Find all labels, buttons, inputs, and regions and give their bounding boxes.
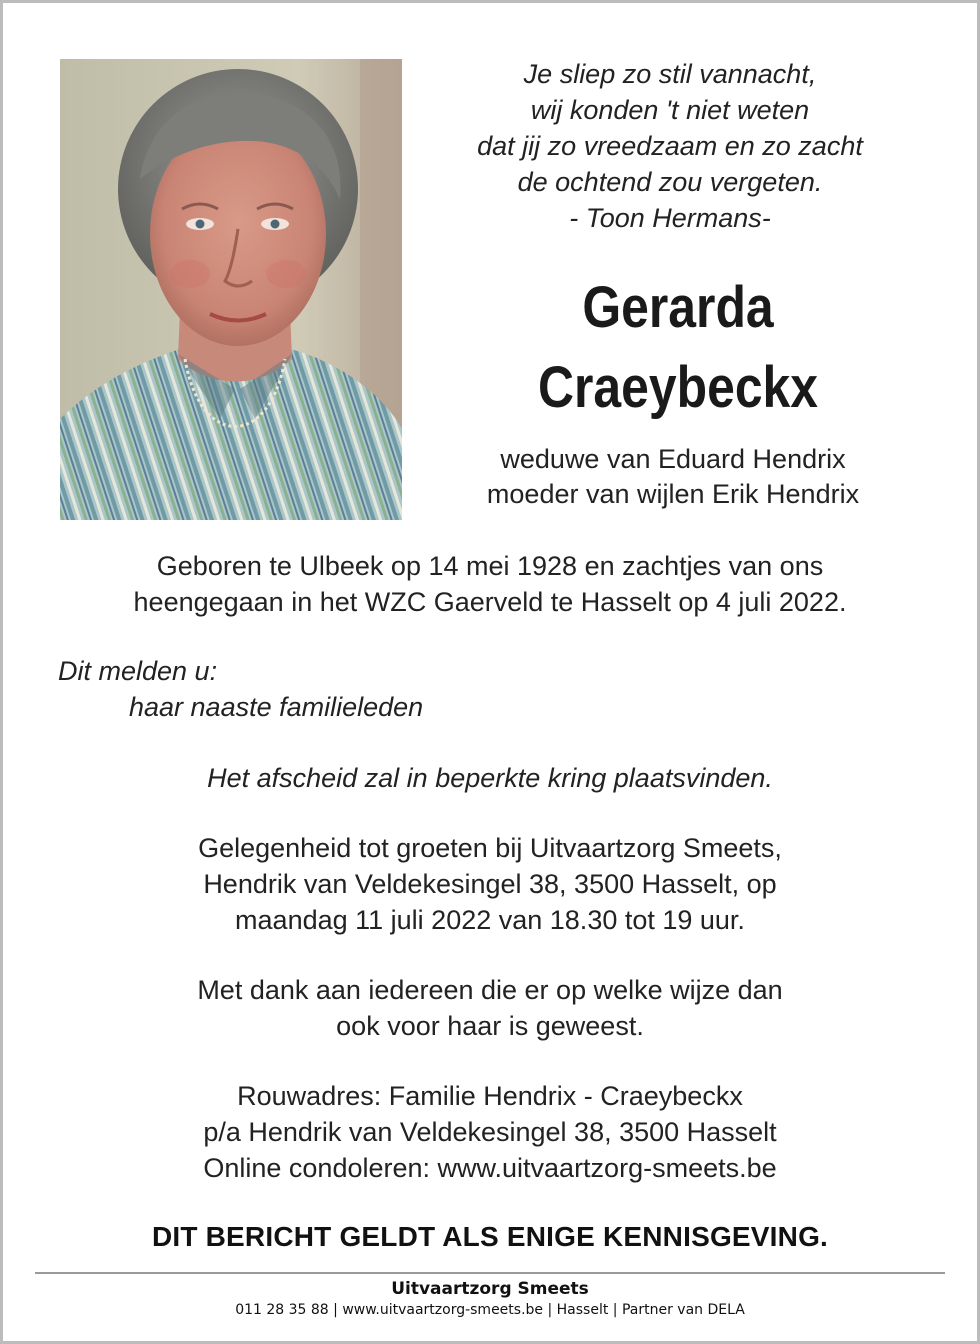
poem-line: de ochtend zou vergeten.: [517, 167, 823, 197]
greeting-info: [40, 830, 940, 938]
relation-line: weduwe van Eduard Hendrix: [500, 444, 846, 474]
poem-line: dat jij zo vreedzaam en zo zacht: [477, 131, 863, 161]
announced-by: [58, 653, 558, 725]
relation-line: moeder van wijlen Erik Hendrix: [486, 479, 860, 509]
thanks-text: [40, 972, 940, 1044]
portrait-photo: [60, 59, 402, 520]
birth-line: Geboren te Ulbeek op 14 mei 1928 en zachtjes van ons: [156, 551, 824, 581]
condolence-link[interactable]: Online condoleren: www.uitvaartzorg-smeets.be: [203, 1153, 777, 1183]
greeting-line: maandag 11 juli 2022 van 18.30 tot 19 uur.: [235, 905, 745, 935]
greeting-line: Hendrik van Veldekesingel 38, 3500 Hasselt, op: [203, 869, 777, 899]
relations: [420, 442, 926, 512]
farewell-text: [40, 760, 940, 796]
notice-text: DIT BERICHT GELDT ALS ENIGE KENNISGEVING.: [151, 1221, 829, 1252]
poem-line: Je sliep zo stil vannacht,: [523, 59, 817, 89]
footer-contacts: 011 28 35 88 | www.uitvaartzorg-smeets.be | Hasselt | Partner van DELA: [235, 1302, 745, 1318]
address-line: p/a Hendrik van Veldekesingel 38, 3500 Hasselt: [203, 1117, 777, 1147]
last-name: Craeybeckx: [537, 355, 819, 420]
poem-attribution: - Toon Hermans-: [569, 203, 771, 233]
announced-by-who: haar naaste familieleden: [129, 692, 424, 722]
poem: [420, 56, 920, 236]
announced-by-label: Dit melden u:: [58, 656, 218, 686]
footer-company: Uitvaartzorg Smeets: [391, 1279, 589, 1299]
thanks-line: ook voor haar is geweest.: [336, 1011, 644, 1041]
farewell-line: Het afscheid zal in beperkte kring plaatsvinden.: [207, 763, 773, 793]
thanks-line: Met dank aan iedereen die er op welke wijze dan: [197, 975, 783, 1005]
footer-divider: [35, 1272, 945, 1274]
first-name: Gerarda: [582, 275, 774, 340]
mourning-address: [40, 1078, 940, 1186]
deceased-name: [456, 268, 900, 428]
poem-line: wij konden 't niet weten: [530, 95, 810, 125]
birth-death-text: [40, 548, 940, 620]
address-line: Rouwadres: Familie Hendrix - Craeybeckx: [237, 1081, 743, 1111]
death-line: heengegaan in het WZC Gaerveld te Hasselt op 4 juli 2022.: [133, 587, 847, 617]
greeting-line: Gelegenheid tot groeten bij Uitvaartzorg Smeets,: [198, 833, 782, 863]
